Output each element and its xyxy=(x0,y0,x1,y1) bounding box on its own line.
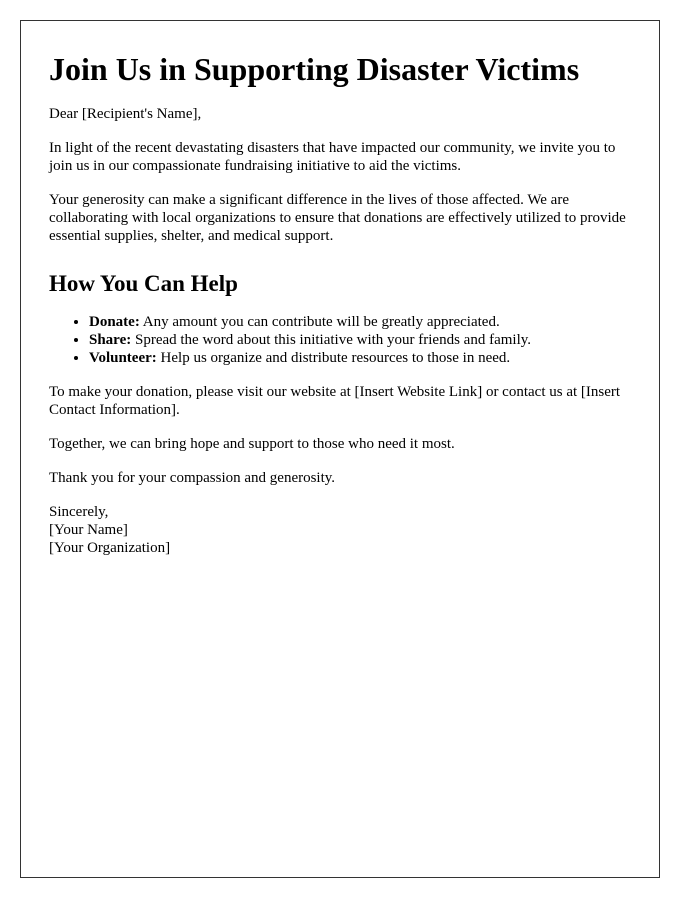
help-item-label: Donate: xyxy=(89,314,140,330)
help-item-text: Spread the word about this initiative with your friends and family. xyxy=(131,332,532,348)
help-item-text: Any amount you can contribute will be greatly appreciated. xyxy=(139,314,500,330)
intro-paragraph: In light of the recent devastating disasters that have impacted our community, we invite you to join us in our compassionate fundraising initiative to aid the victims. xyxy=(49,140,616,174)
hope-line: Together, we can bring hope and support to those who need it most. xyxy=(49,436,455,452)
sender-organization: [Your Organization] xyxy=(49,540,171,556)
donation-info: To make your donation, please visit our website at [Insert Website Link] or contact us at [Insert Contact Information]. xyxy=(49,384,621,418)
help-item-label: Share: xyxy=(89,332,132,348)
help-heading: How You Can Help xyxy=(49,271,238,296)
help-item-text: Help us organize and distribute resources to those in need. xyxy=(156,350,511,366)
help-item-donate xyxy=(89,313,629,331)
letter-page xyxy=(20,20,660,878)
letter-content xyxy=(49,21,629,557)
impact-paragraph: Your generosity can make a significant difference in the lives of those affected. We are collaborating with local organizations to ensure that donations are effectively utilized to provide essential supplies, shelter, and medical support. xyxy=(49,192,626,244)
help-item-volunteer xyxy=(89,349,629,367)
help-list xyxy=(49,313,629,367)
signature-block xyxy=(49,503,629,557)
help-item-label: Volunteer: xyxy=(89,350,157,366)
salutation: Dear [Recipient's Name], xyxy=(49,106,202,122)
sender-name: [Your Name] xyxy=(49,522,128,538)
sign-off: Sincerely, xyxy=(49,504,109,520)
help-item-share xyxy=(89,331,629,349)
letter-title: Join Us in Supporting Disaster Victims xyxy=(49,51,580,87)
thanks-line: Thank you for your compassion and generosity. xyxy=(49,470,336,486)
